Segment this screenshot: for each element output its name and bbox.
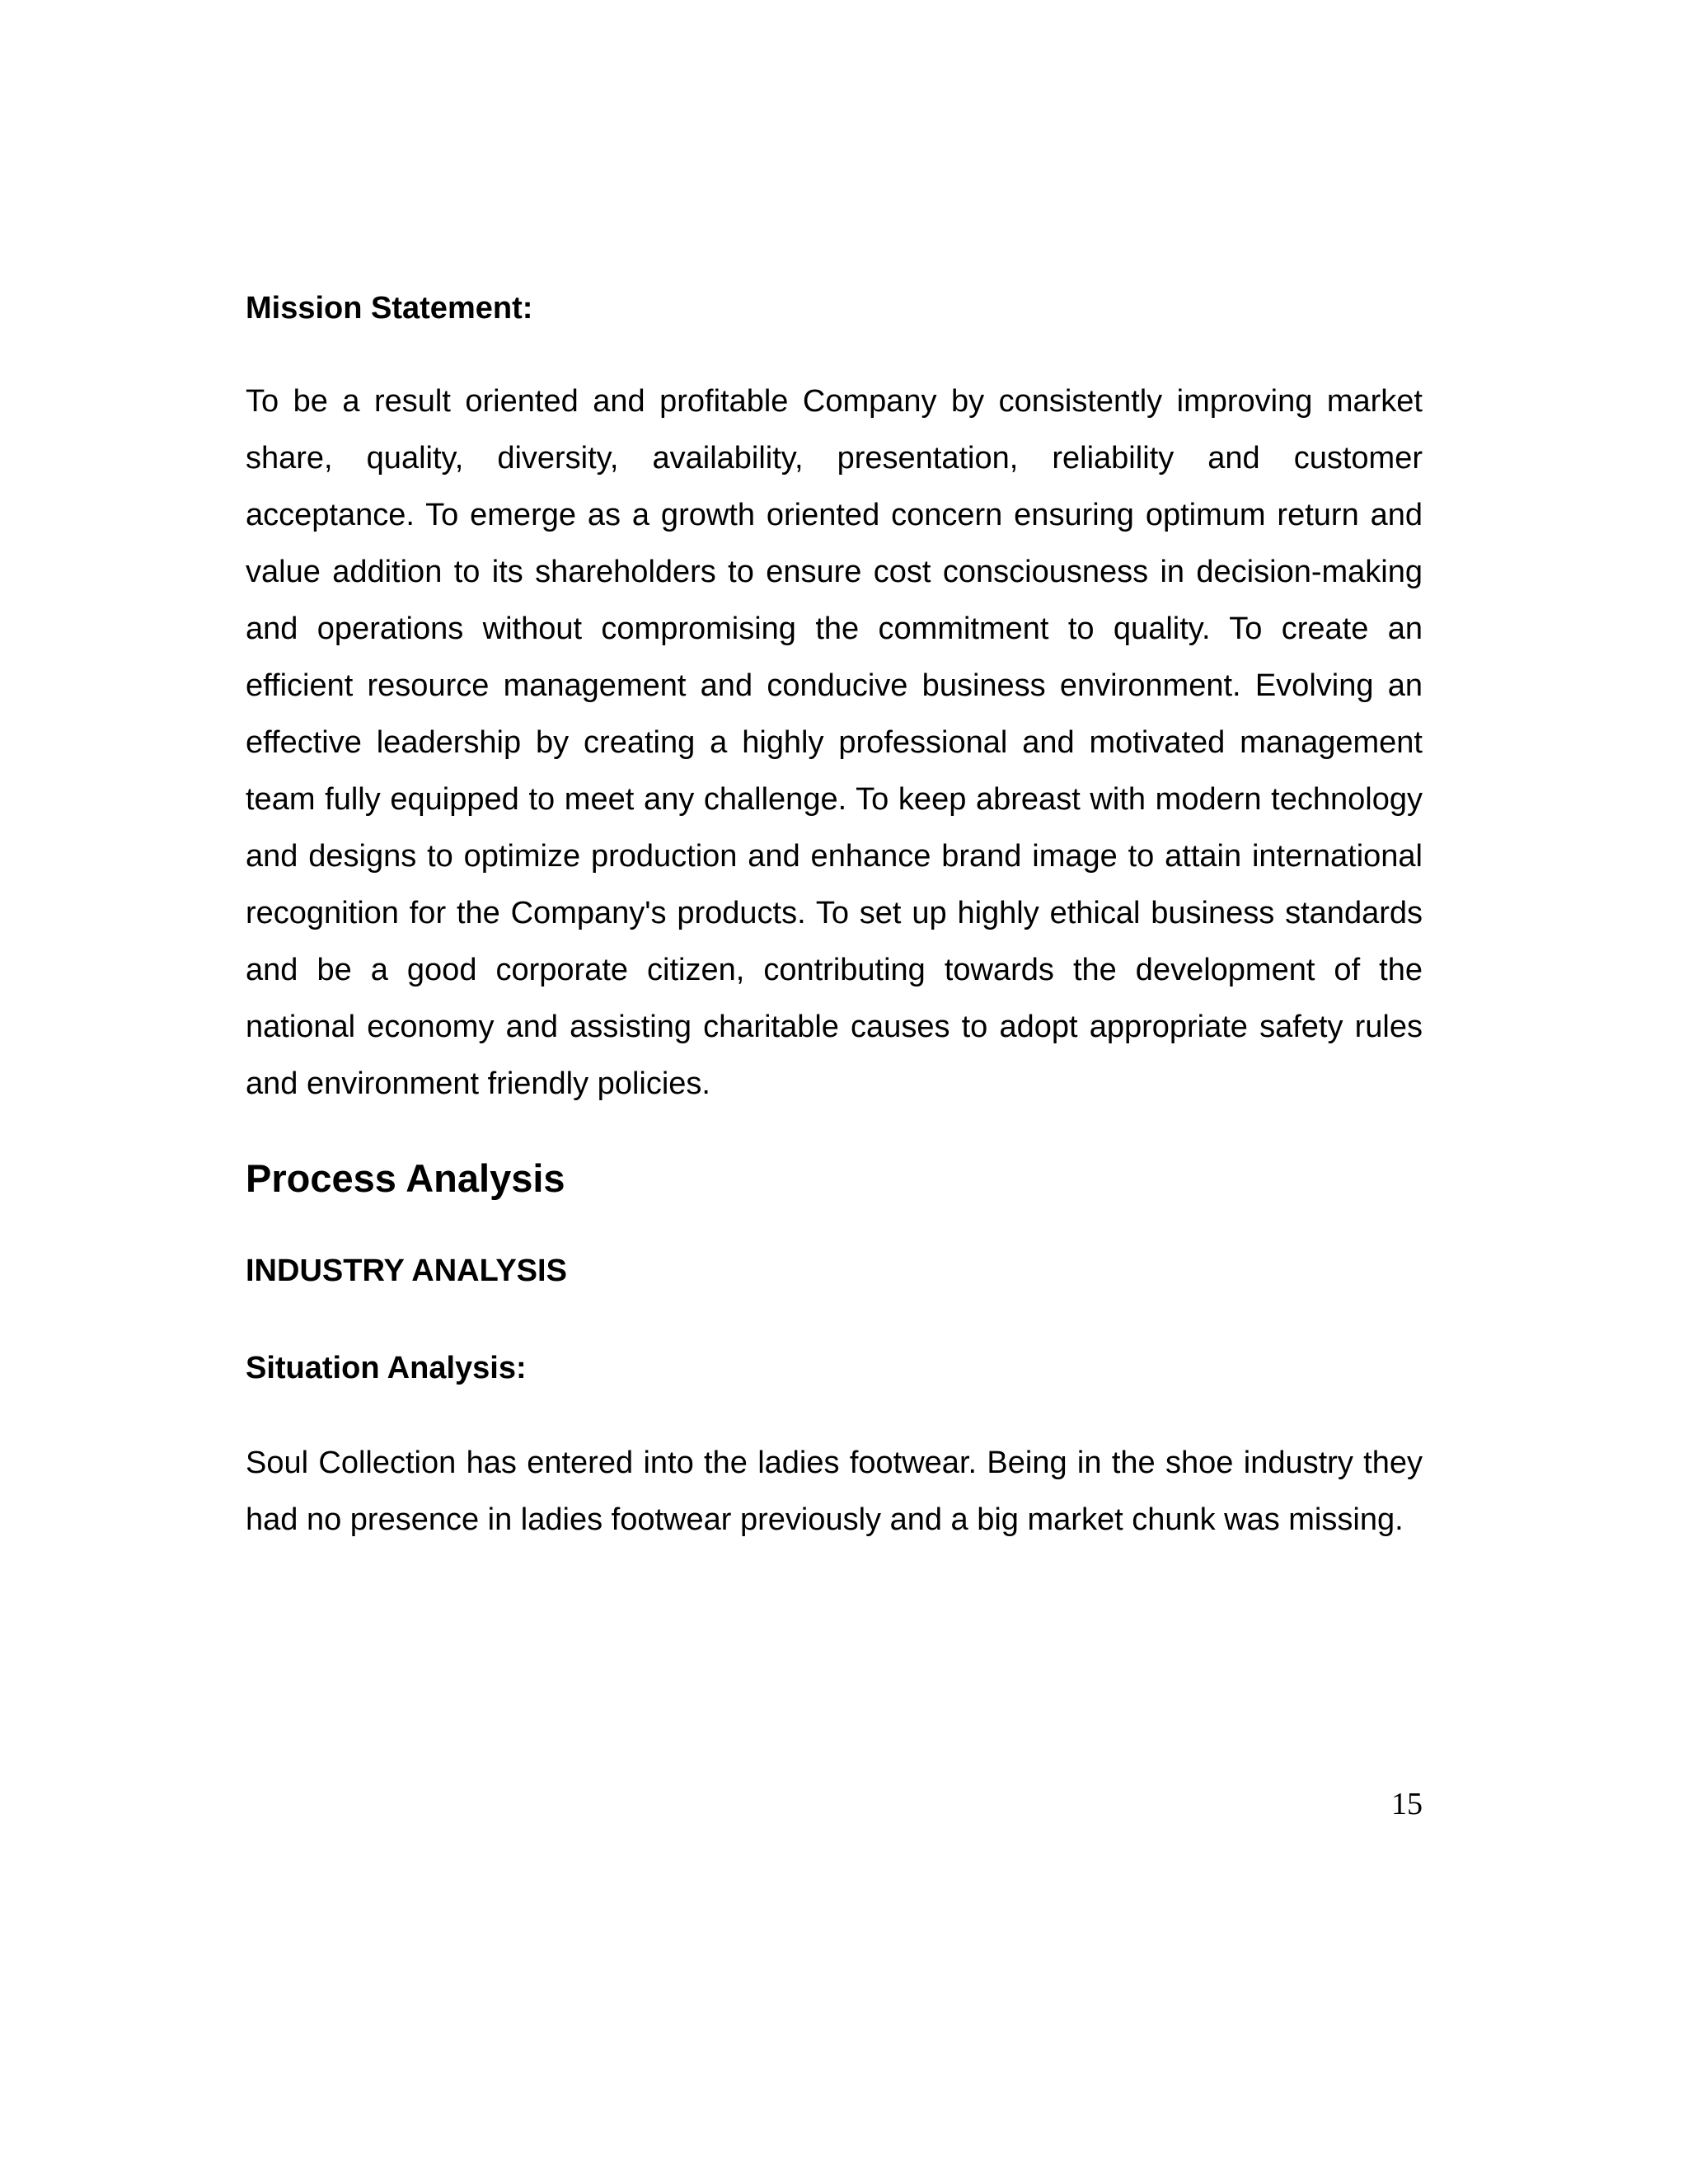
- industry-analysis-heading: INDUSTRY ANALYSIS: [246, 1253, 567, 1288]
- situation-analysis-heading: Situation Analysis:: [246, 1350, 527, 1385]
- process-analysis-heading: Process Analysis: [246, 1155, 565, 1200]
- situation-analysis-paragraph: Soul Collection has entered into the ladies footwear. Being in the shoe industry they had no presence in ladies footwear previously and a big market chunk was missing.: [246, 1446, 1423, 1538]
- mission-statement-paragraph: To be a result oriented and profitable Company by consistently improving market share, quality, diversity, availability, presentation, reliability and customer acceptance. To emerge as a growth oriented concern ensuring optimum return and value addition to its shareholders to ensure cost consciousness in decision-making and operations without compromising the commitment to quality. To create an efficient resource management and conducive business environment. Evolving an effective leadership by creating a highly professional and motivated management team fully equipped to meet any challenge. To keep abreast with modern technology and designs to optimize production and enhance brand image to attain international recognition for the Company's products. To set up highly ethical business standards and be a good corporate citizen, contributing towards the development of the national economy and assisting charitable causes to adopt appropriate safety rules and environment friendly policies.: [246, 383, 1423, 1101]
- page-content: [246, 290, 1423, 1549]
- mission-statement-heading: Mission Statement:: [246, 291, 533, 326]
- page-number: 15: [1391, 1787, 1423, 1821]
